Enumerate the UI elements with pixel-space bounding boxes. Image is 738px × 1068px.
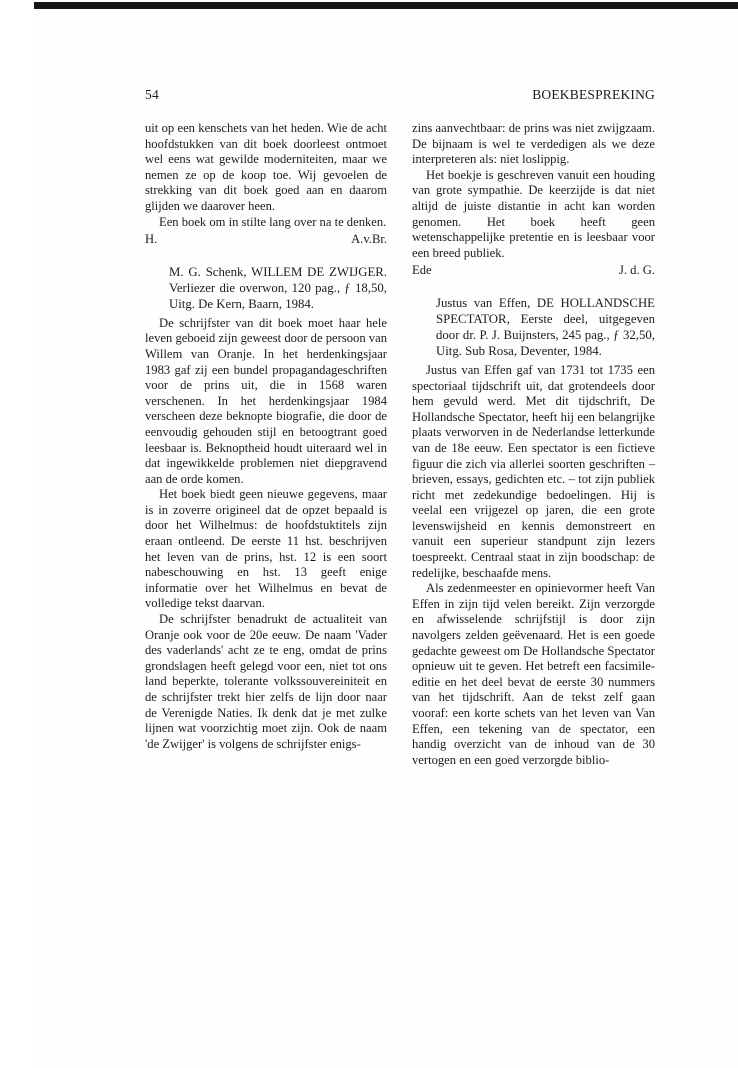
scan-top-border <box>34 2 738 9</box>
reviewer-initials: A.v.Br. <box>351 232 387 247</box>
right-column <box>412 121 655 768</box>
review-heading: Justus van Effen, DE HOLLANDSCHE SPECTATOR, Eerste deel, uitgegeven door dr. P. J. Buijnsters, 245 pag., ƒ 32,50, Uitg. Sub Rosa, Deventer, 1984. <box>436 295 655 358</box>
paragraph: De schrijfster benadrukt de actualiteit van Oranje ook voor de 20e eeuw. De naam 'Vader des vaderlands' acht ze te eng, omdat de prins grondslagen heeft gelegd voor een, niet tot ons land beperkte, tolerante volkssouvereiniteit en de schrijfster trekt hier zelfs de lijn door naar de Verenigde Naties. Ik denk dat je met zulke lijnen wat voorzichtig moet zijn. Ook de naam 'de Zwijger' is volgens de schrijfster enigs- <box>145 612 387 751</box>
signature-initial: H. <box>145 232 158 247</box>
reviewer-initials: J. d. G. <box>618 263 655 278</box>
paragraph: Het boek biedt geen nieuwe gegevens, maar is in zoverre origineel dat de opzet bepaald is door het Wilhelmus: de hoofdstuktitels zijn eraan ontleend. De eerste 11 hst. beschrijven het leven van de prins, hst. 12 is een soort nabeschouwing en hst. 13 geeft enige informatie over het Wilhelmus en bevat de volledige tekst daarvan. <box>145 487 387 611</box>
signature-place: Ede <box>412 263 432 278</box>
review-heading: M. G. Schenk, WILLEM DE ZWIJGER. Verliezer die overwon, 120 pag., ƒ 18,50, Uitg. De Kern, Baarn, 1984. <box>169 264 387 311</box>
paragraph: Het boekje is geschreven vanuit een houding van grote sympathie. De keerzijde is dat niet altijd de juiste distantie in acht kan worden genomen. Het boek heeft geen wetenschappelijke pretentie en is leesbaar voor een breed publiek. <box>412 167 655 260</box>
paragraph: uit op een kenschets van het heden. Wie de acht hoofdstukken van dit boek doorleest ontmoet wel eens wat gewilde moderniteiten, maar we nemen ze op de koop toe. Wij gevoelen de strekking van dit boek goed aan en daarom glijden we daarover heen. <box>145 121 387 213</box>
paragraph: Een boek om in stilte lang over na te denken. <box>159 214 387 229</box>
paragraph: Justus van Effen gaf van 1731 tot 1735 een spectoriaal tijdschrift uit, dat grotendeels door hem gevuld werd. Met dit tijdschrift, De Hollandsche Spectator, heeft hij een belangrijke plaats verworven in de Nederlandse letterkunde van de 18e eeuw. Een spectator is een fictieve figuur die zich via allerlei soorten geschriften – brieven, essays, gedichten etc. – tot zijn publiek richt met zedekundige bedoelingen. Hij is veelal een vrijgezel op jaren, die een grote levenswijsheid en kennis demonstreert en vanuit een superieur standpunt zijn lezers toespreekt. Centraal staat in zijn boodschap: de redelijke, beschaafde mens. <box>412 362 655 580</box>
review-signature <box>145 232 387 248</box>
left-column <box>145 121 387 752</box>
paragraph: Als zedenmeester en opinievormer heeft Van Effen in zijn tijd velen bereikt. Zijn verzorgde en afwisselende schrijfstijl is door zijn navolgers zelden geëvenaard. Het is een goede gedachte geweest om De Hollandsche Spectator opnieuw uit te geven. Het betreft een facsimile-editie en het deel bevat de eerste 30 nummers van het tijdschrift. Aan de tekst zelf gaan vooraf: een korte schets van het leven van Van Effen, een tekening van de spectator, een handig overzicht van de inhoud van de 30 vertogen en een goed verzorgde biblio- <box>412 581 655 767</box>
paragraph: zins aanvechtbaar: de prins was niet zwijgzaam. De bijnaam is wel te verdedigen als we deze interpreteren als: niet loslippig. <box>412 121 655 167</box>
page-number: 54 <box>145 87 159 102</box>
running-head: BOEKBESPREKING <box>532 87 655 102</box>
review-signature <box>412 263 655 279</box>
paragraph: De schrijfster van dit boek moet haar hele leven geboeid zijn geweest door de persoon van Willem van Oranje. In het herdenkingsjaar 1983 gaf zij een bundel propagandageschriften voor de prins uit, die in 1568 waren verschenen. In het herdenkingsjaar 1984 verscheen deze beknopte biografie, die door de eenvoudig gehouden stijl en betoogtrant goed leesbaar is. Beknoptheid houdt uiteraard wel in dat ingewikkelde problemen niet diepgravend aan de orde komen. <box>145 315 387 486</box>
